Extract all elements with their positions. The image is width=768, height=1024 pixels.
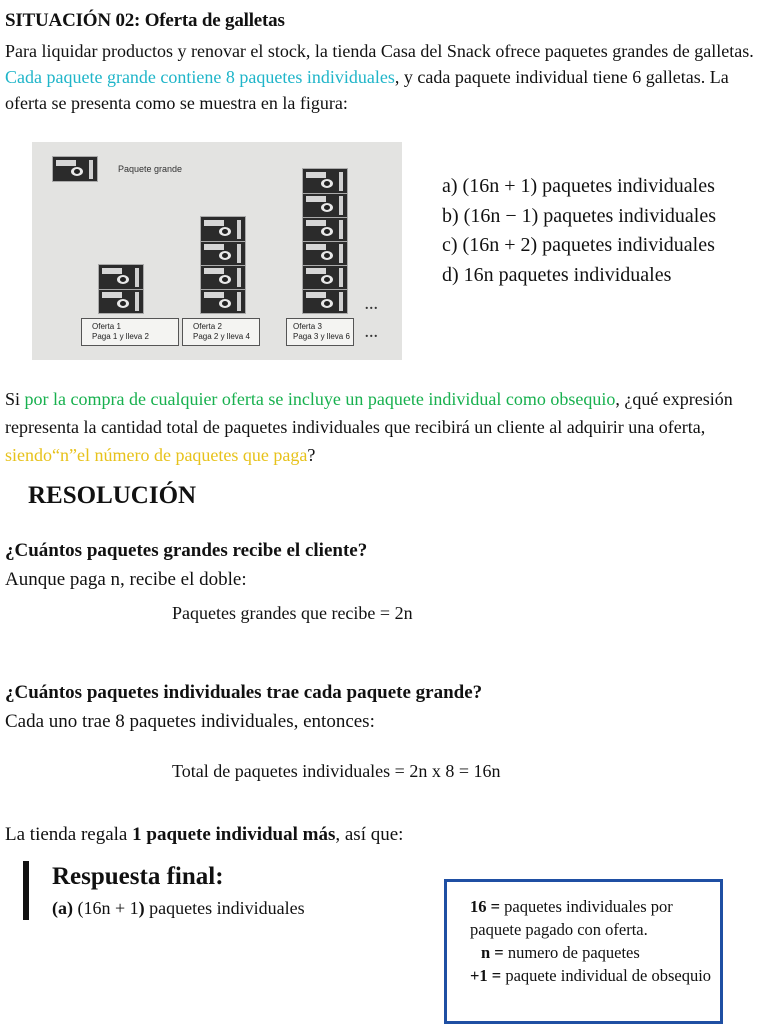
offer-2-detail: Paga 2 y lleva 4 (193, 332, 250, 341)
offer-3-detail: Paga 3 y lleva 6 (293, 332, 350, 341)
subquestion-1: ¿Cuántos paquetes grandes recibe el cliente? (5, 540, 368, 561)
subquestion-2: ¿Cuántos paquetes individuales trae cada paquete grande? (5, 682, 483, 703)
ellipsis-bottom: ... (365, 326, 379, 341)
package-icon (200, 240, 246, 266)
legend-line-3 (470, 964, 716, 987)
situation-title (5, 10, 285, 32)
intro-paragraph (5, 38, 765, 116)
offer-3-name: Oferta 3 (293, 322, 322, 331)
package-icon (302, 168, 348, 194)
explanation-3-post: , así que: (335, 824, 404, 845)
legend-line-3-value: paquete individual de obsequio (501, 966, 712, 985)
legend-line-1-key: 16 = (470, 897, 501, 916)
offer-3-label (286, 318, 354, 346)
offer-1-detail: Paga 1 y lleva 2 (92, 332, 149, 341)
option-b: b) (16n − 1) paquetes individuales (442, 204, 716, 227)
situation-name: Oferta de galletas (140, 10, 285, 31)
package-icon (98, 288, 144, 314)
offer-1-label (81, 318, 179, 346)
question-green: por la compra de cualquier oferta se incluye un paquete individual como obsequio (24, 389, 616, 409)
situation-label: SITUACIÓN 02: (5, 10, 141, 31)
ellipsis-top: ... (365, 298, 379, 313)
offer-1-name: Oferta 1 (92, 322, 121, 331)
offer-figure (32, 142, 402, 360)
final-answer-post: paquetes individuales (144, 898, 305, 918)
intro-part1: Para liquidar productos y renovar el stock, la tienda Casa del Snack ofrece paquetes grandes de galletas. (5, 41, 754, 61)
legend-line-2-key: n = (481, 943, 504, 962)
final-answer-expr: (16n + 1 (73, 898, 139, 918)
question-p2: , ¿qué expresión representa la cantidad total de paquetes individuales que recibirá un cliente al adquirir una oferta, (5, 389, 733, 437)
option-a: a) (16n + 1) paquetes individuales (442, 175, 715, 197)
figure-legend: Paquete grande (118, 164, 183, 174)
explanation-3-pre: La tienda regala (5, 824, 133, 845)
intro-part2: , y cada paquete individual tiene 6 galletas. La oferta se presenta como se muestra en la figura: (5, 67, 729, 113)
final-answer-title: Respuesta final: (52, 863, 224, 890)
offer-2-label (182, 318, 260, 346)
resolution-title: RESOLUCIÓN (28, 482, 197, 509)
explanation-2: Cada uno trae 8 paquetes individuales, entonces: (5, 711, 375, 732)
package-icon (302, 288, 348, 314)
final-answer-paren: ) (138, 898, 145, 918)
legend-box-text (470, 895, 716, 987)
explanation-1: Aunque paga n, recibe el doble: (5, 569, 247, 590)
large-package-icon (52, 156, 98, 182)
final-answer (52, 898, 305, 919)
final-answer-bar (23, 861, 29, 920)
package-icon (200, 288, 246, 314)
legend-line-3-key: +1 = (470, 966, 502, 985)
legend-line-1-value: paquetes individuales por paquete pagado con oferta. (470, 897, 673, 939)
legend-line-1 (470, 895, 716, 941)
package-icon (98, 264, 144, 290)
explanation-3 (5, 824, 403, 846)
question-yellow: siendo“n”el número de paquetes que paga (5, 445, 308, 465)
package-icon (200, 216, 246, 242)
package-icon (302, 192, 348, 218)
package-icon (302, 216, 348, 242)
question-paragraph (5, 385, 765, 469)
final-answer-letter: (a) (52, 898, 73, 918)
package-icon (200, 264, 246, 290)
option-c: c) (16n + 2) paquetes individuales (442, 234, 715, 256)
offer-2-name: Oferta 2 (193, 322, 222, 331)
legend-line-2 (470, 941, 716, 964)
equation-1: Paquetes grandes que recibe = 2n (172, 603, 413, 623)
intro-highlight: Cada paquete grande contiene 8 paquetes individuales (5, 67, 395, 87)
package-icon (302, 240, 348, 266)
answer-options (442, 172, 716, 290)
legend-line-2-value: numero de paquetes (503, 943, 640, 962)
explanation-3-bold: 1 paquete individual más (132, 824, 336, 845)
package-icon (302, 264, 348, 290)
option-d: d) 16n paquetes individuales (442, 263, 672, 286)
question-p1: Si (5, 389, 25, 409)
equation-2: Total de paquetes individuales = 2n x 8 = 16n (172, 761, 501, 781)
question-p3: ? (307, 445, 316, 465)
